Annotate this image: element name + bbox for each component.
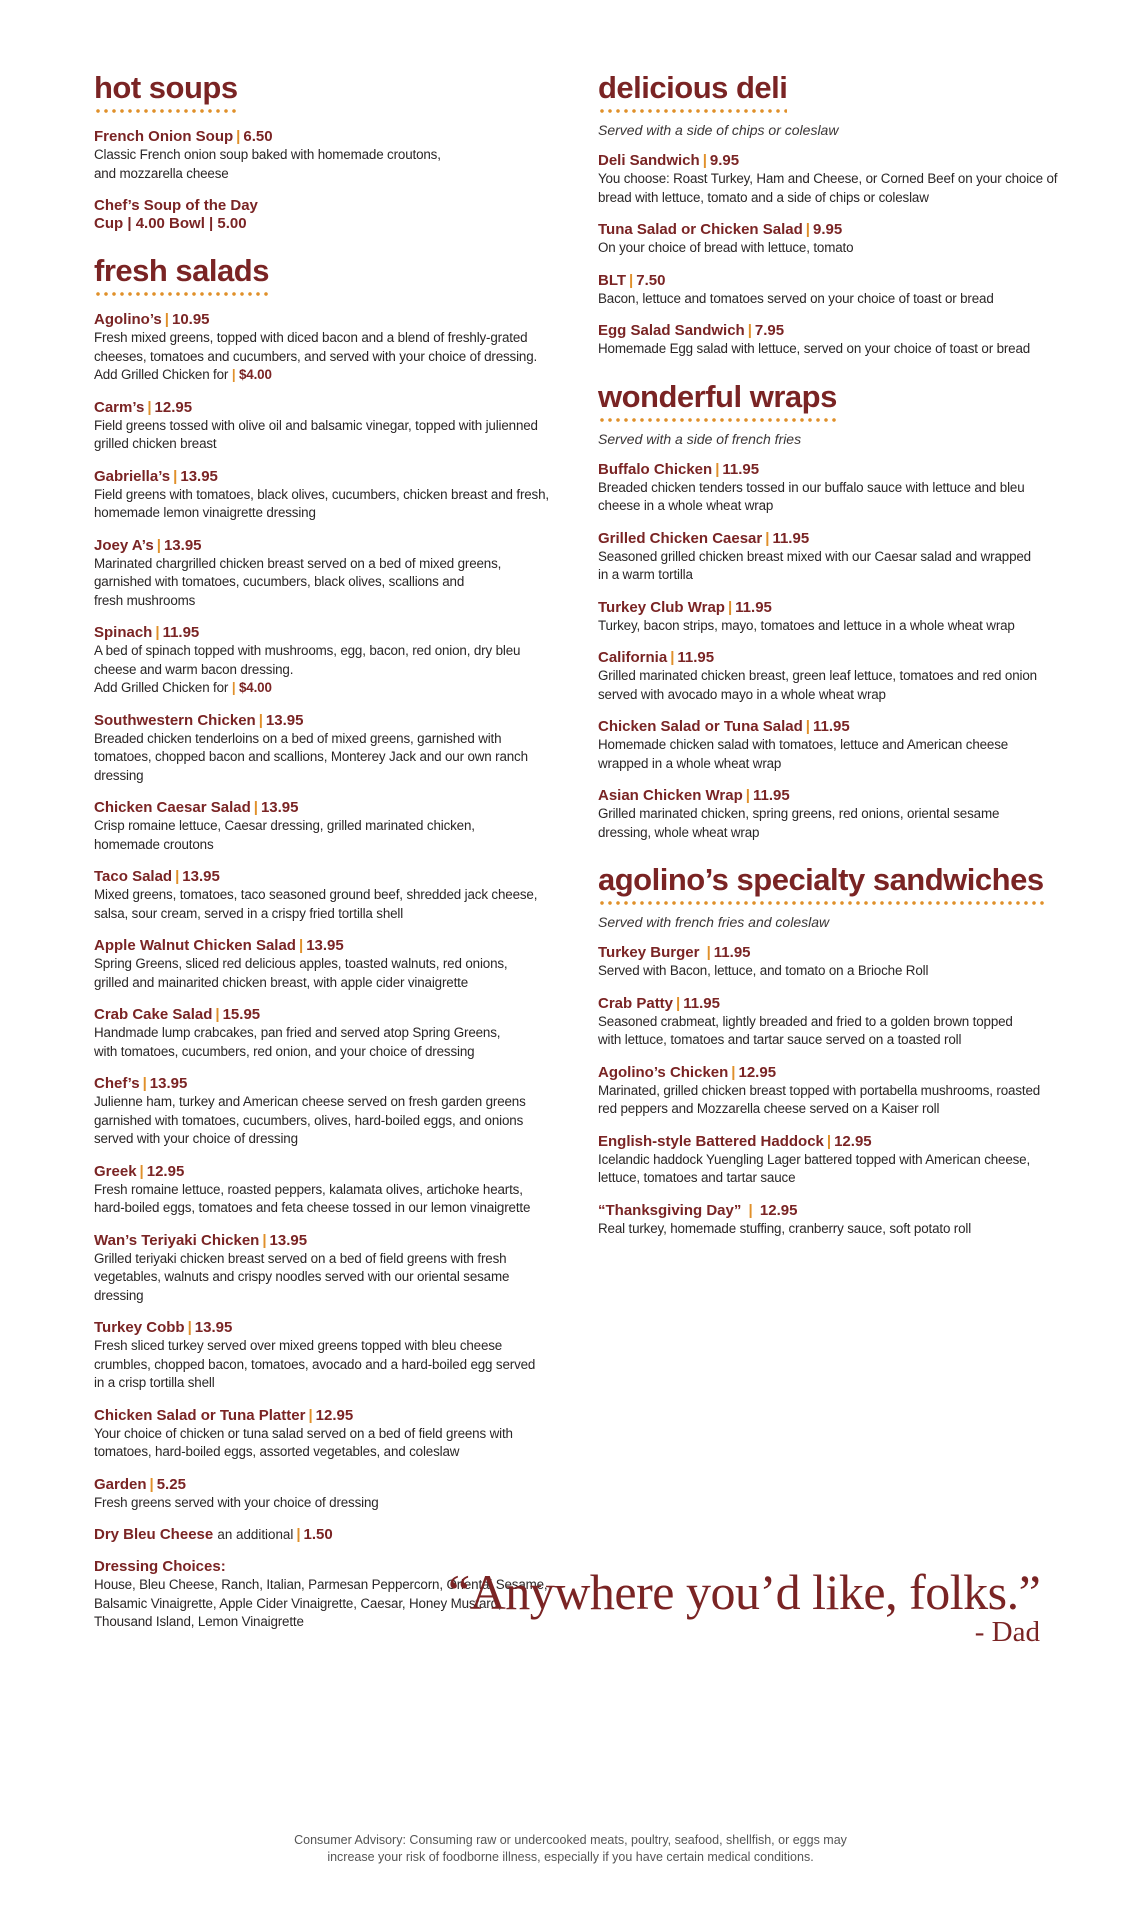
item-name: French Onion Soup [94, 128, 234, 145]
menu-item [94, 537, 564, 611]
item-name: Spinach [94, 624, 153, 641]
price-divider: | [670, 649, 675, 666]
item-name: Turkey Club Wrap [598, 598, 725, 616]
section-wonderful-wraps [598, 379, 1078, 843]
item-name: Southwestern Chicken [94, 711, 256, 729]
price-divider: | [715, 460, 720, 478]
menu-item [598, 718, 1078, 773]
item-price: 13.95 [180, 467, 218, 485]
item-name: Taco Salad [94, 868, 173, 885]
menu-item [94, 399, 564, 454]
item-description: A bed of spinach topped with mushrooms, egg, bacon, red onion, dry bleu cheese and warm bacon dressing. [94, 643, 521, 677]
section-title: agolino’s specialty sandwiches [598, 862, 1044, 906]
item-header [94, 1407, 564, 1425]
menu-item-list [598, 152, 1078, 359]
price-divider: | [147, 398, 152, 416]
item-price: 12.95 [755, 1201, 798, 1219]
price-divider: | [298, 937, 304, 954]
section-hot-soups [94, 70, 564, 233]
item-name: Agolino’s [94, 311, 162, 328]
item-description: Crisp romaine lettuce, Caesar dressing, grilled marinated chicken, homemade croutons [94, 818, 475, 852]
section-title: delicious deli [598, 70, 787, 114]
price-divider: | [228, 680, 239, 695]
item-description: Grilled teriyaki chicken breast served on a bed of field greens with fresh vegetables, walnuts and crispy noodles served with our oriental sesame dressing [94, 1250, 510, 1303]
item-price: 9.95 [709, 152, 740, 169]
menu-item [598, 272, 1078, 309]
item-name: Deli Sandwich [598, 152, 700, 169]
item-header [598, 718, 1078, 736]
section-subtitle: Served with french fries and coleslaw [598, 914, 830, 930]
item-header [94, 468, 564, 486]
menu-item [94, 197, 564, 233]
item-price: 13.95 [260, 799, 299, 816]
item-description: Bacon, lettuce and tomatoes served on your choice of toast or bread [598, 290, 994, 306]
item-name: English-style Battered Haddock [598, 1132, 824, 1150]
item-description: Fresh greens served with your choice of dressing [94, 1494, 379, 1510]
item-description: Grilled marinated chicken, spring greens, red onions, oriental sesame dressing, whole wheat wrap [598, 806, 1000, 840]
item-description: Spring Greens, sliced red delicious apples, toasted walnuts, red onions, grilled and mainarited chicken breast, with apple cider vinaigrette [94, 956, 508, 990]
item-price: 11.95 [722, 460, 760, 478]
item-header [598, 461, 1078, 479]
item-price: 7.95 [754, 322, 785, 339]
consumer-advisory: Consumer Advisory: Consuming raw or undercooked meats, poultry, seafood, shellfish, or eggs may increase your risk of foodborne illness, especially if you have certain medical conditions. [294, 1833, 847, 1864]
menu-item [94, 468, 564, 523]
item-description: Icelandic haddock Yuengling Lager battered topped with American cheese, lettuce, tomatoes and tartar sauce [598, 1151, 1031, 1185]
item-price: 11.95 [735, 598, 772, 616]
item-price: 13.95 [163, 536, 202, 554]
price-divider: | [258, 711, 263, 729]
menu-item [94, 1476, 564, 1513]
item-header [94, 1232, 564, 1250]
item-header [94, 1006, 564, 1024]
menu-item [598, 461, 1078, 516]
menu-item [598, 530, 1078, 585]
price-divider: | [805, 221, 810, 238]
item-name: Crab Cake Salad [94, 1006, 213, 1023]
item-description: Your choice of chicken or tuna salad served on a bed of field greens with tomatoes, hard-boiled eggs, assorted vegetables, and coleslaw [94, 1425, 513, 1459]
item-name: Tuna Salad or Chicken Salad [598, 221, 803, 238]
item-name: Agolino’s Chicken [598, 1063, 729, 1081]
section-specialty-sandwiches [598, 862, 1078, 1238]
item-description: Served with Bacon, lettuce, and tomato on a Brioche Roll [598, 963, 929, 978]
item-name: Turkey Burger [598, 944, 704, 961]
menu-item [94, 1075, 564, 1149]
left-column [94, 70, 564, 1652]
item-header [94, 799, 564, 817]
item-description: Field greens tossed with olive oil and balsamic vinegar, topped with julienned grilled chicken breast [94, 417, 538, 451]
item-name: Greek [94, 1162, 137, 1180]
item-name: Turkey Cobb [94, 1319, 185, 1336]
item-description: Grilled marinated chicken breast, green leaf lettuce, tomatoes and red onion served with avocado mayo in a whole wheat wrap [598, 668, 1037, 702]
menu-item [598, 787, 1078, 842]
menu-item [598, 152, 1078, 207]
item-description: You choose: Roast Turkey, Ham and Cheese, or Corned Beef on your choice of bread with lettuce, tomato and a side of chips or coleslaw [598, 171, 1058, 205]
item-description: Classic French onion soup baked with homemade croutons, and mozzarella cheese [94, 147, 441, 181]
item-name: California [598, 649, 668, 666]
section-title: hot soups [94, 70, 238, 114]
price-divider: | [676, 994, 681, 1012]
addon-price: $4.00 [239, 680, 272, 695]
item-price: 10.95 [171, 311, 210, 328]
item-description: Mixed greens, tomatoes, taco seasoned ground beef, shredded jack cheese, salsa, sour cream, served in a crispy fried tortilla shell [94, 887, 538, 921]
item-price: 12.95 [154, 398, 193, 416]
item-price: 15.95 [222, 1006, 261, 1023]
price-divider: | [155, 624, 160, 641]
addon-label: Add Grilled Chicken for [94, 367, 229, 382]
item-name: Egg Salad Sandwich [598, 322, 745, 339]
section-fresh-salads [94, 253, 564, 1632]
item-header [94, 712, 564, 730]
item-header [94, 197, 564, 215]
item-description: Fresh romaine lettuce, roasted peppers, kalamata olives, artichoke hearts, hard-boiled eggs, tomatoes and feta cheese tossed in our lemon vinaigrette [94, 1181, 531, 1215]
menu-item [598, 221, 1078, 258]
item-name: BLT [598, 271, 627, 289]
item-name: Apple Walnut Chicken Salad [94, 937, 296, 954]
menu-item [94, 1006, 564, 1061]
item-header [598, 787, 1078, 805]
menu-item [94, 311, 564, 385]
section-subtitle: Served with a side of chips or coleslaw [598, 122, 839, 138]
menu-item [598, 944, 1078, 981]
item-price: 11.95 [683, 994, 720, 1012]
item-header [598, 599, 1078, 617]
item-price: 13.95 [149, 1075, 188, 1092]
item-name: Gabriella’s [94, 467, 171, 485]
item-price: 7.50 [636, 271, 666, 289]
item-header [94, 1319, 564, 1337]
item-addon [94, 679, 564, 698]
section-delicious-deli [598, 70, 1078, 359]
price-divider: | [826, 1132, 832, 1150]
price-divider: | [164, 311, 169, 328]
item-name: Chicken Caesar Salad [94, 799, 251, 816]
menu-item [94, 128, 564, 183]
item-price: 11.95 [772, 529, 810, 547]
price-divider: | [308, 1406, 313, 1424]
price-divider: | [727, 598, 733, 616]
item-size-prices: Cup | 4.00 Bowl | 5.00 [94, 215, 247, 232]
price-divider: | [253, 799, 258, 816]
item-name: Joey A’s [94, 536, 154, 554]
item-price: 12.95 [834, 1132, 872, 1150]
item-header [598, 1064, 1078, 1082]
item-header [598, 272, 1078, 290]
menu-item-list [598, 944, 1078, 1238]
item-price: 13.95 [269, 1231, 308, 1249]
menu-item-list [598, 461, 1078, 843]
item-price: 11.95 [677, 649, 715, 666]
menu-item [94, 712, 564, 786]
item-description: Homemade Egg salad with lettuce, served on your choice of toast or bread [598, 341, 1031, 356]
item-price: 11.95 [162, 624, 200, 641]
price-divider: | [139, 1162, 144, 1180]
price-divider: | [149, 1475, 154, 1493]
item-addon [94, 366, 564, 385]
addon-label: Add Grilled Chicken for [94, 680, 229, 695]
price-divider: | [156, 536, 161, 554]
menu-item [94, 624, 564, 698]
item-header [598, 530, 1078, 548]
price-divider: | [745, 787, 750, 804]
item-header [598, 1133, 1078, 1151]
item-price: 13.95 [265, 711, 304, 729]
item-description: Breaded chicken tenderloins on a bed of mixed greens, garnished with tomatoes, chopped bacon and scallions, Monterey Jack and our own ranch dressing [94, 730, 528, 783]
price-divider: | [702, 152, 707, 169]
item-name: “Thanksgiving Day” [598, 1201, 746, 1219]
item-name: Chicken Salad or Tuna Salad [598, 718, 803, 735]
section-title: fresh salads [94, 253, 269, 297]
price-divider: | [706, 944, 711, 961]
menu-item [94, 937, 564, 992]
item-description: Fresh mixed greens, topped with diced bacon and a blend of freshly-grated cheeses, tomatoes and cucumbers, and served with your choice of dressing. [94, 330, 538, 364]
menu-item [94, 1407, 564, 1462]
item-description: Real turkey, homemade stuffing, cranberry sauce, soft potato roll [598, 1220, 972, 1236]
menu-item-dry-bleu-cheese [94, 1526, 564, 1544]
item-header [94, 128, 564, 146]
item-price: 11.95 [812, 718, 850, 735]
menu-item [94, 868, 564, 923]
item-price: 6.50 [243, 128, 273, 145]
item-name: Buffalo Chicken [598, 460, 713, 478]
quote-author: - Dad [974, 1616, 1040, 1648]
item-header [94, 868, 564, 886]
item-header [94, 1075, 564, 1093]
price-divider: | [296, 1526, 301, 1543]
item-description: Homemade chicken salad with tomatoes, lettuce and American cheese wrapped in a whole wheat wrap [598, 737, 1009, 771]
price-divider: | [747, 322, 752, 339]
menu-item-list [94, 128, 564, 233]
item-price: 13.95 [194, 1319, 233, 1336]
price-divider: | [236, 128, 241, 145]
item-description: On your choice of bread with lettuce, tomato [598, 240, 854, 255]
item-name: Chicken Salad or Tuna Platter [94, 1406, 306, 1424]
price-divider: | [175, 868, 180, 885]
price-divider: | [173, 467, 178, 485]
section-title: wonderful wraps [598, 379, 837, 423]
menu-item [94, 1232, 564, 1306]
item-price: 11.95 [713, 944, 751, 961]
menu-item [598, 1064, 1078, 1119]
item-header [94, 399, 564, 417]
item-header [598, 944, 1078, 962]
item-name: Grilled Chicken Caesar [598, 529, 763, 547]
menu-item [598, 1133, 1078, 1188]
item-name: Wan’s Teriyaki Chicken [94, 1231, 260, 1249]
price-divider: | [629, 271, 634, 289]
menu-item [598, 322, 1078, 359]
menu-item [94, 1163, 564, 1218]
menu-item [598, 1202, 1078, 1239]
item-price: 13.95 [306, 937, 344, 954]
item-price: 12.95 [146, 1162, 185, 1180]
price-divider: | [731, 1063, 736, 1081]
item-header [598, 649, 1078, 667]
item-name: Asian Chicken Wrap [598, 787, 743, 804]
item-description: Fresh sliced turkey served over mixed greens topped with bleu cheese crumbles, chopped bacon, tomatoes, avocado and a hard-boiled egg served in a crisp tortilla shell [94, 1338, 536, 1390]
menu-item [94, 799, 564, 854]
item-header [94, 311, 564, 329]
price-divider: | [228, 367, 239, 382]
item-description: House, Bleu Cheese, Ranch, Italian, Parmesan Peppercorn, Oriental Sesame, Balsamic Vinaigrette, Apple Cider Vinaigrette, Caesar, Honey Mustard, Thousand Island, Lemon Vinaigrette [94, 1577, 548, 1629]
price-divider: | [142, 1075, 147, 1092]
menu-item [598, 995, 1078, 1050]
menu-item [598, 649, 1078, 704]
item-header [94, 1476, 564, 1494]
item-description: Handmade lump crabcakes, pan fried and served atop Spring Greens, with tomatoes, cucumbers, red onion, and your choice of dressing [94, 1025, 501, 1059]
item-description: Marinated, grilled chicken breast topped with portabella mushrooms, roasted red peppers and Mozzarella cheese served on a Kaiser roll [598, 1082, 1041, 1116]
item-description: Turkey, bacon strips, mayo, tomatoes and lettuce in a whole wheat wrap [598, 617, 1015, 633]
item-header [598, 322, 1078, 340]
price-divider: | [187, 1319, 192, 1336]
item-description: Seasoned grilled chicken breast mixed with our Caesar salad and wrapped in a warm tortilla [598, 548, 1031, 582]
item-header [94, 537, 564, 555]
item-header [598, 221, 1078, 239]
menu-item-list [94, 311, 564, 1512]
item-header [94, 1163, 564, 1181]
item-price: 12.95 [315, 1406, 354, 1424]
right-column [598, 70, 1078, 1258]
quote-text: “Anywhere you’d like, folks.” [448, 1564, 1041, 1620]
addon-price: $4.00 [239, 367, 272, 382]
item-header [598, 995, 1078, 1013]
menu-item [94, 1319, 564, 1393]
section-subtitle: Served with a side of french fries [598, 430, 802, 447]
item-header [598, 152, 1078, 170]
item-header [94, 937, 564, 955]
item-description: Marinated chargrilled chicken breast served on a bed of mixed greens, garnished with tomatoes, cucumbers, black olives, scallions and fresh mushrooms [94, 555, 502, 608]
price-divider: | [765, 529, 770, 547]
menu-item [598, 599, 1078, 636]
item-header [94, 624, 564, 642]
item-name: Dressing Choices: [94, 1558, 226, 1575]
item-note: an additional [217, 1527, 294, 1542]
item-price: 1.50 [303, 1526, 333, 1543]
item-price: 11.95 [752, 787, 790, 804]
item-description: Field greens with tomatoes, black olives, cucumbers, chicken breast and fresh, homemade lemon vinaigrette dressing [94, 486, 549, 520]
item-price: 5.25 [156, 1475, 186, 1493]
item-name: Carm’s [94, 398, 145, 416]
item-description: Julienne ham, turkey and American cheese served on fresh garden greens garnished with tomatoes, cucumbers, olives, hard-boiled eggs, and onions served with your choice of dressing [94, 1094, 526, 1146]
item-price: 9.95 [812, 221, 843, 238]
price-divider: | [215, 1006, 220, 1023]
item-price: 12.95 [738, 1063, 777, 1081]
item-name: Garden [94, 1475, 147, 1493]
item-name: Dry Bleu Cheese [94, 1526, 214, 1543]
item-description: Breaded chicken tenders tossed in our buffalo sauce with lettuce and bleu cheese in a whole wheat wrap [598, 479, 1025, 513]
price-divider: | [262, 1231, 267, 1249]
item-header [598, 1202, 1078, 1220]
price-divider: | [748, 1201, 753, 1219]
price-divider: | [805, 718, 810, 735]
quote [448, 1562, 1108, 1649]
item-price: 13.95 [182, 868, 220, 885]
item-name: Chef’s Soup of the Day [94, 197, 258, 214]
item-name: Crab Patty [598, 994, 674, 1012]
item-description: Seasoned crabmeat, lightly breaded and fried to a golden brown topped with lettuce, tomatoes and tartar sauce served on a toasted roll [598, 1013, 1013, 1047]
item-name: Chef’s [94, 1075, 140, 1092]
